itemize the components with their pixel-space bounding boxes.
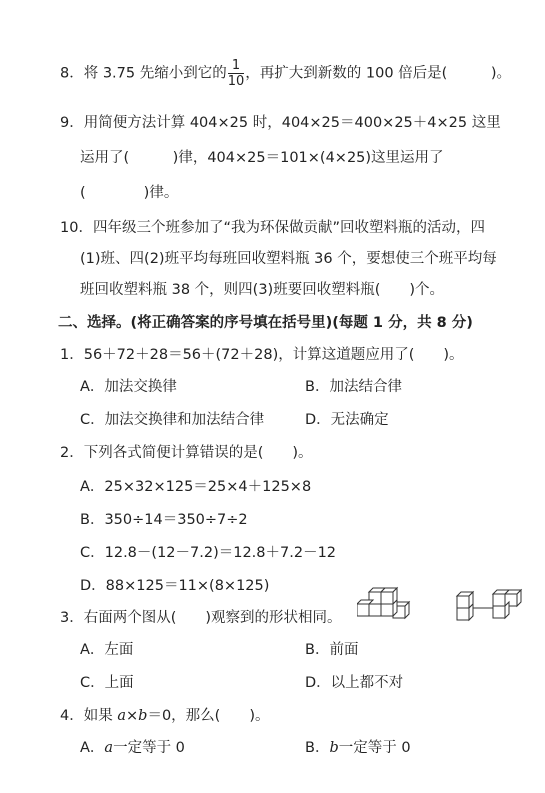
c4-stem-post: ＝0，那么( )。 xyxy=(147,708,270,724)
cube-figure-left xyxy=(357,588,409,618)
c1-stem: 1．56＋72＋28＝56＋(72＋28)，计算这道题应用了( )。 xyxy=(60,347,464,363)
c2-option-b xyxy=(80,510,248,530)
c1-option-d-text: D．无法确定 xyxy=(305,412,389,428)
c3-option-d-text: D．以上都不对 xyxy=(305,675,404,691)
c3-option-c xyxy=(80,673,134,693)
fraction-one-tenth xyxy=(228,58,245,89)
c4-stem-pre: 4．如果 xyxy=(60,708,118,724)
section-2-heading-text: 二、选择。(将正确答案的序号填在括号里)(每题 1 分，共 8 分) xyxy=(58,315,473,331)
question-8 xyxy=(60,58,511,89)
q9-line1-text: 9．用简便方法计算 404×25 时，404×25＝400×25＋4×25 这里 xyxy=(60,115,501,131)
c3-option-c-text: C．上面 xyxy=(80,675,134,691)
q9-line3-text: ( )律。 xyxy=(80,185,179,201)
choice-question-2 xyxy=(60,443,313,463)
c4-times-sign: × xyxy=(126,708,139,724)
c1-option-b-text: B．加法结合律 xyxy=(305,379,402,395)
q10-line2-text: (1)班、四(2)班平均每班回收塑料瓶 36 个，要想使三个班平均每 xyxy=(80,251,497,267)
c2-stem: 2．下列各式简便计算错误的是( )。 xyxy=(60,445,313,461)
c4-option-a xyxy=(80,738,185,758)
c4-option-a-text: 一定等于 0 xyxy=(113,740,185,756)
c2-option-d xyxy=(80,576,269,596)
c1-option-a-text: A．加法交换律 xyxy=(80,379,177,395)
c1-option-d xyxy=(305,410,389,430)
fraction-numerator: 1 xyxy=(228,58,245,74)
c2-option-c xyxy=(80,543,336,563)
c4-option-b xyxy=(305,738,411,758)
question-9-line-1 xyxy=(60,113,501,133)
question-10-line-3 xyxy=(80,280,444,300)
c4-option-a-variable: a xyxy=(104,740,114,756)
q10-line3-text: 班回收塑料瓶 38 个，则四(3)班要回收塑料瓶( )个。 xyxy=(80,282,445,298)
question-9-line-3 xyxy=(80,183,178,203)
c1-option-a xyxy=(80,377,177,397)
question-10-line-2 xyxy=(80,249,497,269)
c4-option-b-text: 一定等于 0 xyxy=(338,740,411,756)
c3-option-b xyxy=(305,640,358,660)
q10-line1-text: 10．四年级三个班参加了“我为环保做贡献”回收塑料瓶的活动，四 xyxy=(60,220,485,236)
c3-option-a xyxy=(80,640,133,660)
c4-option-b-variable: b xyxy=(329,740,339,756)
cube-figures xyxy=(357,586,529,628)
c1-option-c-text: C．加法交换律和加法结合律 xyxy=(80,412,265,428)
c3-option-b-text: B．前面 xyxy=(305,642,359,658)
choice-question-4 xyxy=(60,706,270,726)
q8-text-post: ，再扩大到新数的 100 倍后是( )。 xyxy=(245,65,511,82)
cube-figure-right xyxy=(457,590,521,620)
c2-option-a xyxy=(80,477,311,497)
c1-option-c xyxy=(80,410,264,430)
c2-option-c-text: C．12.8－(12－7.2)＝12.8＋7.2－12 xyxy=(80,545,337,561)
c4-variable-b: b xyxy=(138,708,148,724)
q9-line2-text: 运用了( )律，404×25＝101×(4×25)这里运用了 xyxy=(80,150,444,166)
c3-option-d xyxy=(305,673,403,693)
choice-question-3 xyxy=(60,608,342,628)
c4-variable-a: a xyxy=(117,708,126,724)
c3-stem: 3．右面两个图从( )观察到的形状相同。 xyxy=(60,610,342,626)
question-9-line-2 xyxy=(80,148,444,168)
choice-question-1 xyxy=(60,345,464,365)
c3-option-a-text: A．左面 xyxy=(80,642,134,658)
c2-option-a-text: A．25×32×125＝25×4＋125×8 xyxy=(80,479,312,495)
c2-option-d-text: D．88×125＝11×(8×125) xyxy=(80,578,270,594)
question-10-line-1 xyxy=(60,218,485,238)
c4-option-b-label: B． xyxy=(305,740,330,756)
c2-option-b-text: B．350÷14＝350÷7÷2 xyxy=(80,512,248,528)
section-2-heading xyxy=(58,313,473,333)
fraction-denominator: 10 xyxy=(227,74,245,89)
c1-option-b xyxy=(305,377,402,397)
q8-text-pre: 8．将 3.75 先缩小到它的 xyxy=(60,65,227,82)
c4-option-a-label: A． xyxy=(80,740,105,756)
